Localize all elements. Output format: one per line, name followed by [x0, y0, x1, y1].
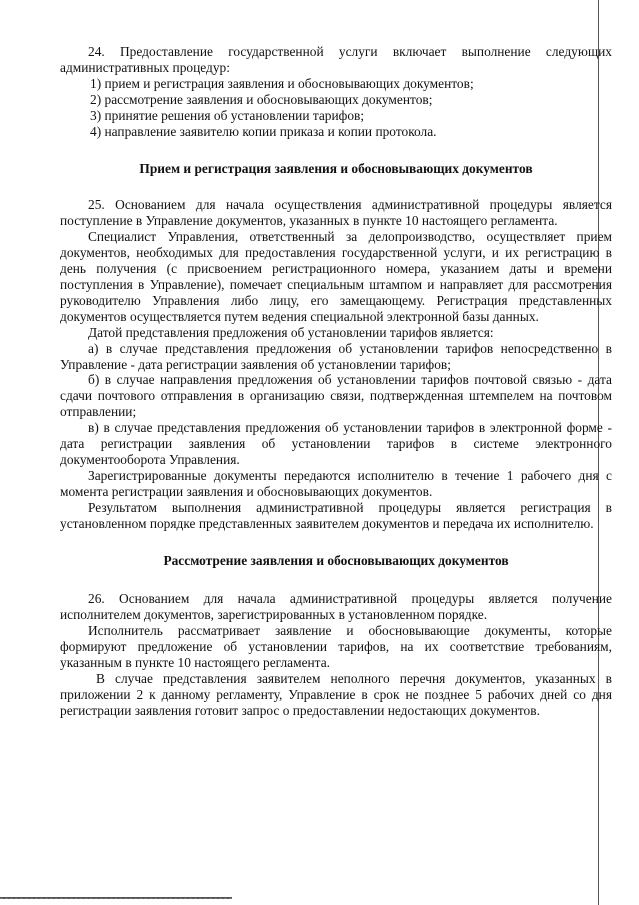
section-25-paragraph-7: Зарегистрированные документы передаются исполнителю в течение 1 рабочего дня с момента регистрации заявления и обосновывающих документов. [60, 467, 612, 499]
section-25-paragraph-a: а) в случае представления предложения об установлении тарифов непосредственно в Управление - дата регистрации заявления об установлении тарифов; [60, 340, 612, 372]
section-heading-review: Рассмотрение заявления и обосновывающих документов [163, 553, 509, 569]
procedure-item-1: 1) прием и регистрация заявления и обосновывающих документов; [90, 75, 474, 91]
footnote-separator-line [0, 897, 232, 899]
section-25-paragraph-8: Результатом выполнения административной процедуры является регистрация в установленном порядке представленных заявителем документов и передача их исполнителю. [60, 499, 612, 531]
procedure-item-4: 4) направление заявителю копии приказа и копии протокола. [90, 123, 437, 139]
section-26-paragraph-2: Исполнитель рассматривает заявление и обосновывающие документы, которые формируют предложение об установлении тарифов, на их соответствие требованиям, указанным в пункте 10 настоящего регламента. [60, 623, 612, 671]
section-26-paragraph-1: 26. Основанием для начала административной процедуры является получение исполнителем документов, зарегистрированных в установленном порядке. [60, 591, 612, 623]
section-25-paragraph-1: 25. Основанием для начала осуществления административной процедуры является поступление в Управление документов, указанных в пункте 10 настоящего регламента. [60, 197, 612, 229]
section-25-paragraph-3: Датой представления предложения об установлении тарифов является: [88, 324, 494, 340]
section-25-paragraph-b: б) в случае направления предложения об установлении тарифов почтовой связью - дата сдачи почтового отправления в организацию связи, подтвержденная штемпелем на почтовом отправлении; [60, 372, 612, 420]
section-25-paragraph-2: Специалист Управления, ответственный за делопроизводство, осуществляет прием документов, необходимых для предоставления государственной услуги, и их регистрацию в день получения (с присвоением регистрационного номера, указанием даты и времени поступления в Управление), помечает специальным штампом и направляет для рассмотрения руководителю Управления либо лицу, его замещающему. Регистрация представленных документов осуществляется путем ведения специальной электронной базы данных. [60, 229, 612, 324]
section-26-paragraph-3: В случае представления заявителем неполного перечня документов, указанных в приложении 2 к данному регламенту, Управление в срок не позднее 5 рабочих дней со дня регистрации заявления готовит запрос о предоставлении недостающих документов. [60, 671, 612, 718]
procedure-item-3: 3) принятие решения об установлении тарифов; [90, 107, 365, 123]
procedure-item-2: 2) рассмотрение заявления и обосновывающих документов; [90, 91, 433, 107]
document-body [60, 44, 612, 719]
section-24-intro: 24. Предоставление государственной услуги включает выполнение следующих административных процедур: [60, 44, 612, 75]
section-25-paragraph-v: в) в случае представления предложения об установлении тарифов в электронной форме - дата регистрации заявления об установлении тарифов в системе электронного документооборота Управления. [60, 420, 612, 467]
section-heading-reception: Прием и регистрация заявления и обосновывающих документов [139, 161, 533, 177]
